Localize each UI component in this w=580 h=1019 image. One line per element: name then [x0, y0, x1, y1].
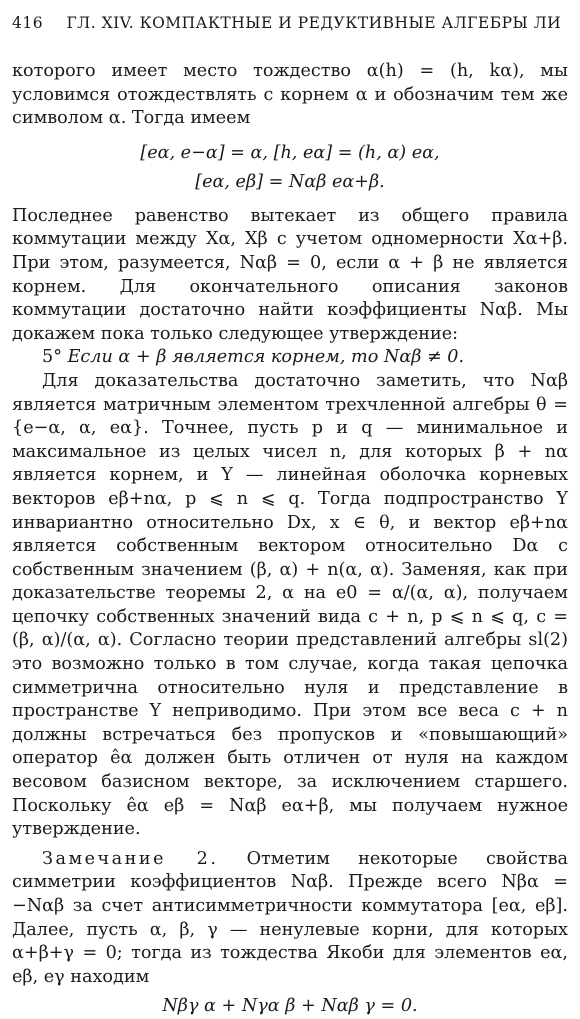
remark-label: Замечание 2.: [42, 848, 219, 869]
formula-commutators: [12, 139, 568, 197]
proof-paragraph: Для доказательства достаточно заметить, что Nαβ является матричным элементом трехчленной алгебры θ = {e−α, α, eα}. Точнее, пусть p и q — минимальное и максимальное из целых чисел n, для которых β + nα является корнем, и Y — линейная оболочка корневых векторов eβ+nα, p ⩽ n ⩽ q. Тогда подпространство Y инвариантно относительно Dx, x ∈ θ, и вектор eβ+nα является собственным вектором относительно Dα с собственным значением (β, α) + n(α, α). Заменяя, как при доказательстве теоремы 2, α на e0 = α/(α, α), получаем цепочку собственных значений вида c + n, p ⩽ n ⩽ q, c = (β, α)/(α, α). Согласно теории представлений алгебры sl(2) это возможно только в том случае, когда такая цепочка симметрична относительно нуля и представление в пространстве Y неприводимо. При этом все веса c + n должны встречаться без пропусков и «повышающий» оператор êα должен быть отличен от нуля на каждом весовом базисном векторе, за исключением старшего. Поскольку êα eβ = Nαβ eα+β, мы получаем нужное утверждение.: [12, 370, 568, 840]
formula-jacobi: Nβγ α + Nγα β + Nαβ γ = 0.: [162, 996, 418, 1017]
page-body: [12, 60, 568, 1019]
statement-5: [12, 346, 568, 370]
paragraph-2: Последнее равенство вытекает из общего правила коммутации между Xα, Xβ с учетом одномерности Xα+β. При этом, разумеется, Nαβ = 0, если α + β не является корнем. Для окончательного описания законов коммутации достаточно найти коэффициенты Nαβ. Мы докажем пока только следующее утверждение:: [12, 205, 568, 344]
statement-text: Если α + β является корнем, то Nαβ ≠ 0.: [67, 347, 465, 368]
formula-line-1: [eα, e−α] = α, [h, eα] = (h, α) eα,: [140, 142, 440, 163]
formula-line-2: [eα, eβ] = Nαβ eα+β.: [195, 171, 385, 192]
page-header: [12, 14, 568, 32]
running-title: ГЛ. XIV. КОМПАКТНЫЕ И РЕДУКТИВНЫЕ АЛГЕБРЫ ЛИ: [66, 14, 562, 32]
remark-2: [12, 848, 568, 990]
remark-text: Отметим некоторые свойства симметрии коэффициентов Nαβ. Прежде всего Nβα = −Nαβ за счет антисимметричности коммутатора [eα, eβ]. Далее, пусть α, β, γ — ненулевые корни, для которых α+β+γ = 0; тогда из тождества Якоби для элементов eα, eβ, eγ находим: [12, 848, 568, 987]
statement-number: 5°: [42, 347, 68, 368]
paragraph-1: которого имеет место тождество α(h) = (h, kα), мы условимся отождествлять с корнем α и обозначим тем же символом α. Тогда имеем: [12, 61, 568, 129]
page-number: 416: [12, 14, 44, 32]
